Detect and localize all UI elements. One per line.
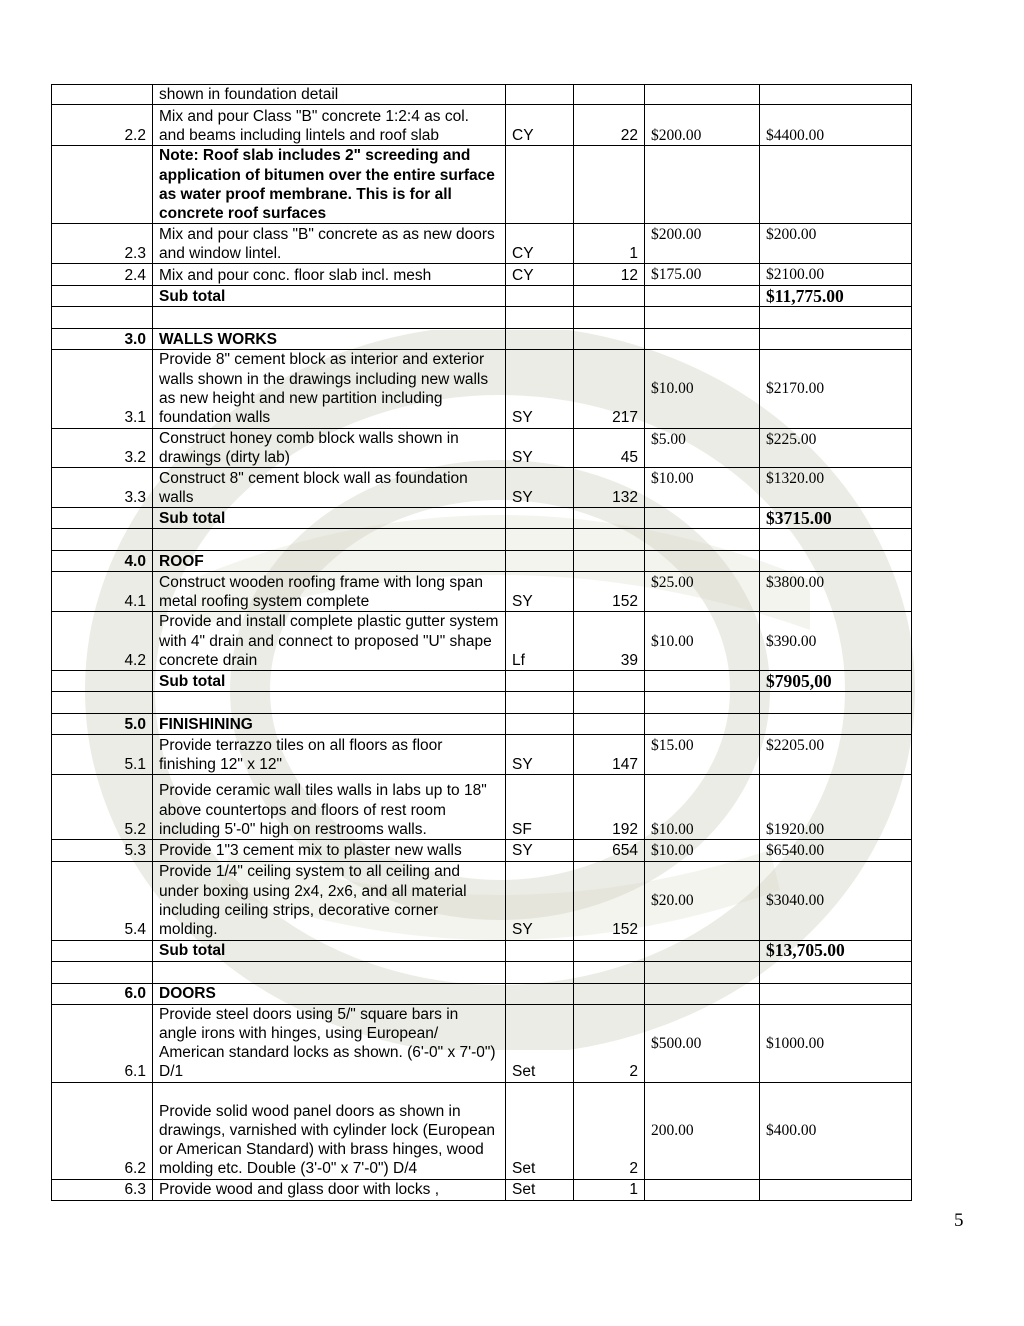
quantity-cell: 2 — [574, 1082, 645, 1179]
amount-cell — [760, 307, 912, 329]
amount-cell: $1920.00 — [760, 775, 912, 840]
description-cell: Provide 1"3 cement mix to plaster new walls — [153, 840, 506, 861]
description-cell: shown in foundation detail — [153, 85, 506, 105]
item-number-cell: 6.0 — [52, 983, 153, 1004]
table-row — [52, 551, 912, 572]
amount-cell: $7905,00 — [760, 671, 912, 692]
item-number-cell: 2.2 — [52, 105, 153, 146]
description-cell: Construct honey comb block walls shown in drawings (dirty lab) — [153, 428, 506, 468]
description-cell: Provide steel doors using 5/" square bars in angle irons with hinges, using European/ American standard locks as shown. (6'-0" x 7'-0") D/1 — [153, 1004, 506, 1082]
unit-cell — [506, 508, 574, 529]
amount-cell: $3715.00 — [760, 508, 912, 529]
item-number-cell — [52, 961, 153, 983]
item-number-cell — [52, 85, 153, 105]
item-number-cell: 5.3 — [52, 840, 153, 861]
amount-cell — [760, 529, 912, 551]
amount-cell: $6540.00 — [760, 840, 912, 861]
item-number-cell: 2.4 — [52, 264, 153, 286]
item-number-cell: 5.2 — [52, 775, 153, 840]
description-cell: Provide solid wood panel doors as shown in drawings, varnished with cylinder lock (European or American Standard) with brass hinges, wood molding etc. Double (3'-0" x 7'-0") D/4 — [153, 1082, 506, 1179]
amount-cell — [760, 714, 912, 735]
quantity-cell — [574, 551, 645, 572]
rate-cell — [645, 307, 760, 329]
description-cell: ROOF — [153, 551, 506, 572]
item-number-cell: 4.2 — [52, 612, 153, 671]
rate-cell — [645, 286, 760, 307]
quantity-cell: 147 — [574, 735, 645, 775]
quantity-cell: 152 — [574, 861, 645, 940]
unit-cell — [506, 961, 574, 983]
quantity-cell: 39 — [574, 612, 645, 671]
description-cell: Sub total — [153, 940, 506, 961]
table-row — [52, 286, 912, 307]
quantity-cell: 1 — [574, 1179, 645, 1200]
unit-cell: Set — [506, 1082, 574, 1179]
amount-cell: $200.00 — [760, 224, 912, 264]
amount-cell: $4400.00 — [760, 105, 912, 146]
rate-cell — [645, 692, 760, 714]
rate-cell — [645, 961, 760, 983]
amount-cell: $3800.00 — [760, 572, 912, 612]
table-row — [52, 85, 912, 105]
unit-cell — [506, 940, 574, 961]
description-cell: Mix and pour conc. floor slab incl. mesh — [153, 264, 506, 286]
amount-cell: $3040.00 — [760, 861, 912, 940]
table-row — [52, 714, 912, 735]
unit-cell: Set — [506, 1179, 574, 1200]
unit-cell: Lf — [506, 612, 574, 671]
quantity-cell — [574, 529, 645, 551]
rate-cell — [645, 714, 760, 735]
rate-cell: $10.00 — [645, 350, 760, 428]
table-row — [52, 1179, 912, 1200]
description-cell: Provide wood and glass door with locks , — [153, 1179, 506, 1200]
quantity-cell: 152 — [574, 572, 645, 612]
rate-cell: $10.00 — [645, 468, 760, 508]
table-row — [52, 612, 912, 671]
quantity-cell: 2 — [574, 1004, 645, 1082]
item-number-cell — [52, 529, 153, 551]
item-number-cell — [52, 286, 153, 307]
quantity-cell: 654 — [574, 840, 645, 861]
amount-cell: $11,775.00 — [760, 286, 912, 307]
rate-cell: $15.00 — [645, 735, 760, 775]
quantity-cell — [574, 286, 645, 307]
page-number: 5 — [954, 1210, 964, 1231]
amount-cell: $390.00 — [760, 612, 912, 671]
item-number-cell — [52, 940, 153, 961]
table-row — [52, 264, 912, 286]
unit-cell: SY — [506, 428, 574, 468]
description-cell: Mix and pour Class "B" concrete 1:2:4 as col. and beams including lintels and roof slab — [153, 105, 506, 146]
description-cell: Provide and install complete plastic gutter system with 4" drain and connect to proposed "U" shape concrete drain — [153, 612, 506, 671]
unit-cell — [506, 714, 574, 735]
unit-cell — [506, 551, 574, 572]
item-number-cell: 4.1 — [52, 572, 153, 612]
amount-cell: $13,705.00 — [760, 940, 912, 961]
table-row — [52, 961, 912, 983]
rate-cell: $500.00 — [645, 1004, 760, 1082]
table-row — [52, 861, 912, 940]
table-row — [52, 983, 912, 1004]
quantity-cell — [574, 692, 645, 714]
unit-cell — [506, 329, 574, 350]
table-row — [52, 1082, 912, 1179]
description-cell: Note: Roof slab includes 2" screeding and application of bitumen over the entire surface as water proof membrane. This is for all concrete roof surfaces — [153, 146, 506, 224]
quantity-cell — [574, 940, 645, 961]
rate-cell: $5.00 — [645, 428, 760, 468]
quantity-cell: 132 — [574, 468, 645, 508]
quantity-cell — [574, 329, 645, 350]
item-number-cell — [52, 692, 153, 714]
rate-cell: $175.00 — [645, 264, 760, 286]
rate-cell: $10.00 — [645, 775, 760, 840]
amount-cell: $1000.00 — [760, 1004, 912, 1082]
item-number-cell: 3.2 — [52, 428, 153, 468]
amount-cell — [760, 983, 912, 1004]
unit-cell: SY — [506, 468, 574, 508]
unit-cell: SY — [506, 861, 574, 940]
description-cell: Sub total — [153, 671, 506, 692]
description-cell — [153, 529, 506, 551]
item-number-cell — [52, 307, 153, 329]
amount-cell — [760, 329, 912, 350]
rate-cell: 200.00 — [645, 1082, 760, 1179]
description-cell — [153, 307, 506, 329]
description-cell: Provide terrazzo tiles on all floors as floor finishing 12" x 12" — [153, 735, 506, 775]
table-row — [52, 940, 912, 961]
unit-cell — [506, 671, 574, 692]
quantity-cell: 45 — [574, 428, 645, 468]
unit-cell — [506, 85, 574, 105]
rate-cell: $20.00 — [645, 861, 760, 940]
table-row — [52, 508, 912, 529]
rate-cell: $200.00 — [645, 224, 760, 264]
unit-cell: SF — [506, 775, 574, 840]
table-row — [52, 572, 912, 612]
unit-cell: CY — [506, 264, 574, 286]
rate-cell — [645, 146, 760, 224]
unit-cell — [506, 146, 574, 224]
description-cell — [153, 961, 506, 983]
table-row — [52, 735, 912, 775]
item-number-cell: 6.1 — [52, 1004, 153, 1082]
rate-cell — [645, 508, 760, 529]
description-cell: FINISHINING — [153, 714, 506, 735]
item-number-cell: 6.3 — [52, 1179, 153, 1200]
description-cell: Construct wooden roofing frame with long span metal roofing system complete — [153, 572, 506, 612]
description-cell — [153, 692, 506, 714]
quantity-cell: 12 — [574, 264, 645, 286]
item-number-cell: 3.3 — [52, 468, 153, 508]
item-number-cell — [52, 508, 153, 529]
description-cell: Provide 8" cement block as interior and exterior walls shown in the drawings including new walls as new height and new partition including foundation walls — [153, 350, 506, 428]
quantity-cell — [574, 983, 645, 1004]
amount-cell: $225.00 — [760, 428, 912, 468]
quantity-cell: 192 — [574, 775, 645, 840]
amount-cell — [760, 1179, 912, 1200]
table-body — [52, 85, 912, 1201]
unit-cell — [506, 286, 574, 307]
amount-cell — [760, 146, 912, 224]
quantity-cell — [574, 714, 645, 735]
rate-cell: $200.00 — [645, 105, 760, 146]
table-row — [52, 775, 912, 840]
description-cell: Mix and pour class "B" concrete as as new doors and window lintel. — [153, 224, 506, 264]
quantity-cell — [574, 85, 645, 105]
unit-cell: Set — [506, 1004, 574, 1082]
rate-cell — [645, 940, 760, 961]
description-cell: DOORS — [153, 983, 506, 1004]
unit-cell: SY — [506, 350, 574, 428]
amount-cell — [760, 692, 912, 714]
item-number-cell: 2.3 — [52, 224, 153, 264]
description-cell: Provide 1/4" ceiling system to all ceiling and under boxing using 2x4, 2x6, and all material including ceiling strips, decorative corner molding. — [153, 861, 506, 940]
unit-cell: CY — [506, 105, 574, 146]
rate-cell: $10.00 — [645, 612, 760, 671]
quantity-cell — [574, 508, 645, 529]
item-number-cell — [52, 671, 153, 692]
description-cell: Sub total — [153, 508, 506, 529]
description-cell: WALLS WORKS — [153, 329, 506, 350]
unit-cell: SY — [506, 735, 574, 775]
item-number-cell: 5.4 — [52, 861, 153, 940]
table-row — [52, 468, 912, 508]
item-number-cell: 5.1 — [52, 735, 153, 775]
unit-cell — [506, 529, 574, 551]
rate-cell — [645, 1179, 760, 1200]
quantity-cell — [574, 671, 645, 692]
item-number-cell: 3.1 — [52, 350, 153, 428]
unit-cell — [506, 307, 574, 329]
description-cell: Provide ceramic wall tiles walls in labs up to 18" above countertops and floors of rest room including 5'-0" high on restrooms walls. — [153, 775, 506, 840]
amount-cell: $2205.00 — [760, 735, 912, 775]
unit-cell: SY — [506, 572, 574, 612]
rate-cell: $10.00 — [645, 840, 760, 861]
item-number-cell: 4.0 — [52, 551, 153, 572]
rate-cell — [645, 671, 760, 692]
table-row — [52, 692, 912, 714]
table-row — [52, 529, 912, 551]
rate-cell — [645, 551, 760, 572]
rate-cell — [645, 529, 760, 551]
item-number-cell: 6.2 — [52, 1082, 153, 1179]
unit-cell — [506, 983, 574, 1004]
table-row — [52, 307, 912, 329]
description-cell: Sub total — [153, 286, 506, 307]
rate-cell — [645, 329, 760, 350]
quantity-cell: 217 — [574, 350, 645, 428]
item-number-cell: 3.0 — [52, 329, 153, 350]
description-cell: Construct 8" cement block wall as foundation walls — [153, 468, 506, 508]
quantity-cell — [574, 961, 645, 983]
amount-cell — [760, 551, 912, 572]
unit-cell: SY — [506, 840, 574, 861]
table-row — [52, 350, 912, 428]
unit-cell: CY — [506, 224, 574, 264]
table-row — [52, 146, 912, 224]
quantity-cell — [574, 307, 645, 329]
unit-cell — [506, 692, 574, 714]
item-number-cell — [52, 146, 153, 224]
rate-cell: $25.00 — [645, 572, 760, 612]
table-row — [52, 105, 912, 146]
quantity-cell — [574, 146, 645, 224]
amount-cell — [760, 85, 912, 105]
amount-cell: $1320.00 — [760, 468, 912, 508]
item-number-cell: 5.0 — [52, 714, 153, 735]
table-row — [52, 1004, 912, 1082]
rate-cell — [645, 85, 760, 105]
table-row — [52, 840, 912, 861]
amount-cell: $2170.00 — [760, 350, 912, 428]
table-row — [52, 329, 912, 350]
amount-cell: $2100.00 — [760, 264, 912, 286]
quantity-cell: 1 — [574, 224, 645, 264]
quantity-cell: 22 — [574, 105, 645, 146]
table-row — [52, 671, 912, 692]
bill-of-quantities-table — [51, 84, 912, 1201]
table-row — [52, 224, 912, 264]
table-row — [52, 428, 912, 468]
amount-cell: $400.00 — [760, 1082, 912, 1179]
amount-cell — [760, 961, 912, 983]
rate-cell — [645, 983, 760, 1004]
